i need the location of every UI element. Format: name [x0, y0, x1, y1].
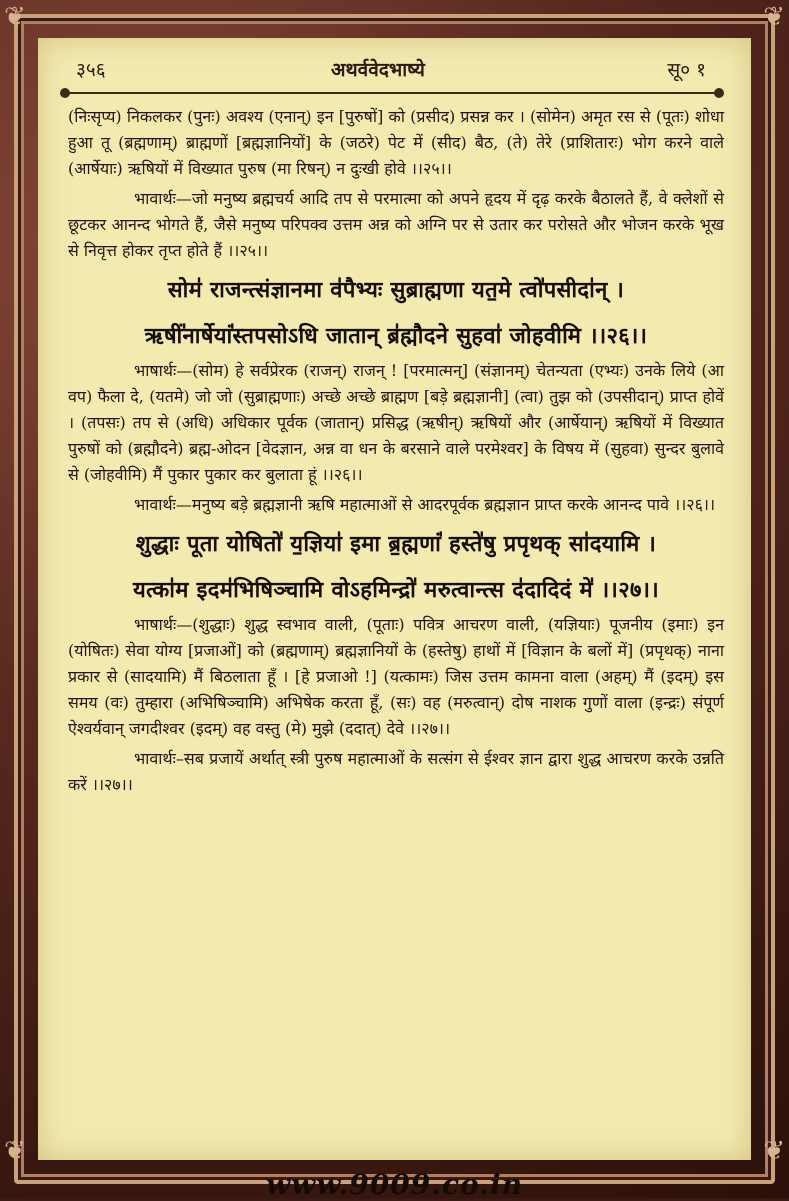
mantra-verse: यत्का॑म इदम॑भिषिञ्चामि वोऽहमिन्द्रो॑ मरुत्वान्त्स द॑दादिदं मे॑ ।।२७।।	[133, 577, 659, 603]
rule-dot	[60, 88, 70, 98]
mantra-verse: ऋषीं॑नार्षेयां॑स्तपसोऽधि जातान् ब्र॑ह्मौदने सुहवा॑ जोहवीमि ।।२६।।	[144, 323, 648, 349]
header-rule	[62, 92, 722, 96]
commentary-paragraph: भाषार्थः—(शुद्धाः) शुद्ध स्वभाव वाली, (पूताः) पवित्र आचरण वाली, (यज्ञियाः) पूजनीय (इमाः) इन (योषितः) सेवा योग्य [प्रजाओं] को (ब्रह्मणाम्) ब्रह्मज्ञानियों के (हस्तेषु) हाथों में [विज्ञान के बलों में] (प्रपृथक्) नाना प्रकार से (सादयामि) मैं बिठलाता हूँ । [हे प्रजाओ !] (यत्कामः) जिस उत्तम कामना वाला (अहम्) मैं (इदम्) इस समय (वः) तुम्हारा (अभिषिञ्चामि) अभिषेक करता हूँ, (सः) वह (मरुत्वान्) दोष नाशक गुणों वाला (इन्द्रः) संपूर्ण ऐश्वर्यवान् जगदीश्वर (इदम्) वह वस्तु (मे) मुझे (ददात्) देवे ।।२७।।	[68, 615, 724, 738]
commentary-paragraph: भावार्थः–सब प्रजायें अर्थात् स्त्री पुरुष महात्माओं के सत्संग से ईश्वर ज्ञान द्वारा शुद्ध आचरण करके उन्नति करें ।।२७।।	[68, 749, 724, 794]
mantra-verse: शुद्धाः पूता योषितो॑ य॒ज्ञिया॑ इमा ब्र॒ह्मणां॑ हस्ते॑षु प्रपृथक् सा॑दयामि ।	[135, 531, 657, 557]
mantra-verse: सोम॑ राजन्त्संज्ञानमा व॑पैभ्यः सुब्राह्मणा यत॒मे त्वो॑पसीदा॑न् ।	[167, 277, 625, 303]
sukta-label: सू० १	[667, 59, 706, 81]
corner-ornament-icon: ❦	[763, 2, 785, 32]
website-watermark: www.9009.co.in	[266, 1168, 523, 1201]
commentary-paragraph: भावार्थः—जो मनुष्य ब्रह्मचर्य आदि तप से परमात्मा को अपने हृदय में दृढ़ करके बैठालते हैं, वे क्लेशों से छूटकर आनन्द भोगते हैं, जैसे मनुष्य परिपक्व उत्तम अन्न को अग्नि पर से उतार कर परोसते और भोजन करके भूख से निवृत्त होकर तृप्त होते हैं ।।२५।।	[68, 189, 724, 260]
rule-dot	[714, 88, 724, 98]
page-number: ३५६	[76, 59, 106, 81]
corner-ornament-icon: ❦	[4, 2, 26, 32]
running-title: अथर्ववेदभाष्ये	[331, 59, 425, 81]
corner-ornament-icon: ❦	[4, 1136, 26, 1166]
page-body	[68, 104, 724, 1144]
commentary-paragraph: भाषार्थः—(सोम) हे सर्वप्रेरक (राजन्) राजन् ! [परमात्मन्] (संज्ञानम्) चेतन्यता (एभ्यः) उनके लिये (आ वप) फैला दे, (यतमे) जो जो (सुब्राह्मणाः) अच्छे अच्छे ब्राह्मण [बड़े ब्रह्मज्ञानी] (त्वा) तुझ को (उपसीदान्) प्राप्त होवें । (तपसः) तप से (अधि) अधिकार पूर्वक (जातान्) प्रसिद्ध (ऋषीन्) ऋषियों और (आर्षेयान्) ऋषियों में विख्यात पुरुषों को (ब्रह्मौदने) ब्रह्म-ओदन [वेदज्ञान, अन्न वा धन के बरसाने वाले परमेश्वर] के विषय में (सुहवा) सुन्दर बुलावे से (जोहवीमि) मैं पुकार पुकार कर बुलाता हूं ।।२६।।	[68, 361, 724, 484]
page-header	[76, 56, 706, 86]
commentary-paragraph: (निःसृप्य) निकलकर (पुनः) अवश्य (एनान्) इन [पुरुषों] को (प्रसीद) प्रसन्न कर । (सोमेन) अमृत रस से (पूतः) शोधा हुआ तू (ब्रह्मणाम्) ब्राह्मणों [ब्रह्मज्ञानियों] के (जठरे) पेट में (सीद) बैठ, (ते) तेरे (प्राशितारः) भोग करने वाले (आर्षेयाः) ऋषियों में विख्यात पुरुष (मा रिषन्) न दुःखी होवे ।।२५।।	[68, 107, 724, 178]
corner-ornament-icon: ❦	[763, 1136, 785, 1166]
commentary-paragraph: भावार्थः—मनुष्य बड़े ब्रह्मज्ञानी ऋषि महात्माओं से आदरपूर्वक ब्रह्मज्ञान प्राप्त करके आनन्द पावे ।।२६।।	[134, 495, 716, 514]
book-page	[38, 38, 751, 1160]
